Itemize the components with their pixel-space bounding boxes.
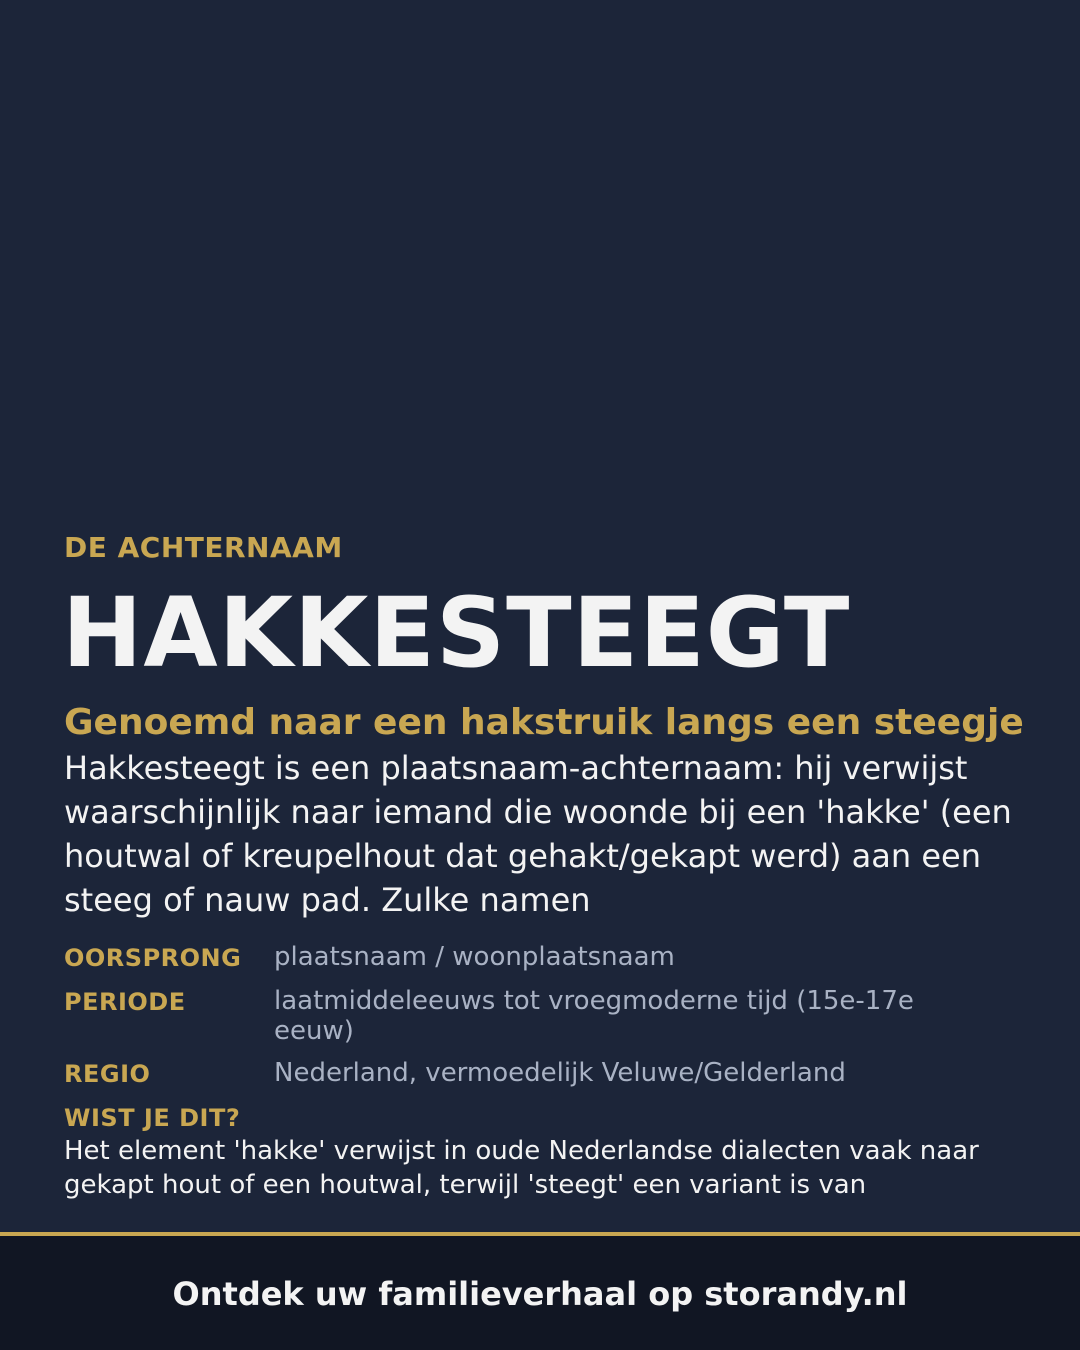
fact-value: plaatsnaam / woonplaatsnaam [274, 942, 675, 972]
facts-list [64, 942, 1024, 1090]
fact-value: laatmiddeleeuws tot vroegmoderne tijd (15e-17e eeuw) [274, 986, 914, 1046]
fact-row-origin [64, 942, 1024, 974]
fact-row-period [64, 986, 1024, 1046]
fact-label: REGIO [64, 1060, 151, 1088]
fact-label: PERIODE [64, 988, 186, 1016]
surname-subtitle: Genoemd naar een hakstruik langs een steegje [64, 702, 1024, 743]
fact-value: Nederland, vermoedelijk Veluwe/Gelderland [274, 1058, 846, 1088]
fact-row-region [64, 1058, 1024, 1090]
eyebrow-label: DE ACHTERNAAM [64, 531, 343, 564]
trivia-text: Het element 'hakke' verwijst in oude Nederlandse dialecten vaak naar gekapt hout of een houtwal, terwijl 'steegt' een variant is van [64, 1136, 979, 1200]
surname-title: HAKKESTEEGT [62, 577, 851, 689]
trivia-label: WIST JE DIT? [64, 1104, 241, 1132]
footer-cta-text: Ontdek uw familieverhaal op storandy.nl [172, 1275, 908, 1313]
surname-description: Hakkesteegt is een plaatsnaam-achternaam: hij verwijst waarschijnlijk naar iemand die woonde bij een 'hakke' (een houtwal of kreupelhout dat gehakt/gekapt werd) aan een steeg of nauw pad. Zulke namen [64, 749, 1012, 919]
fact-label: OORSPRONG [64, 944, 242, 972]
footer-banner [0, 1232, 1080, 1350]
surname-card [64, 530, 1024, 1202]
